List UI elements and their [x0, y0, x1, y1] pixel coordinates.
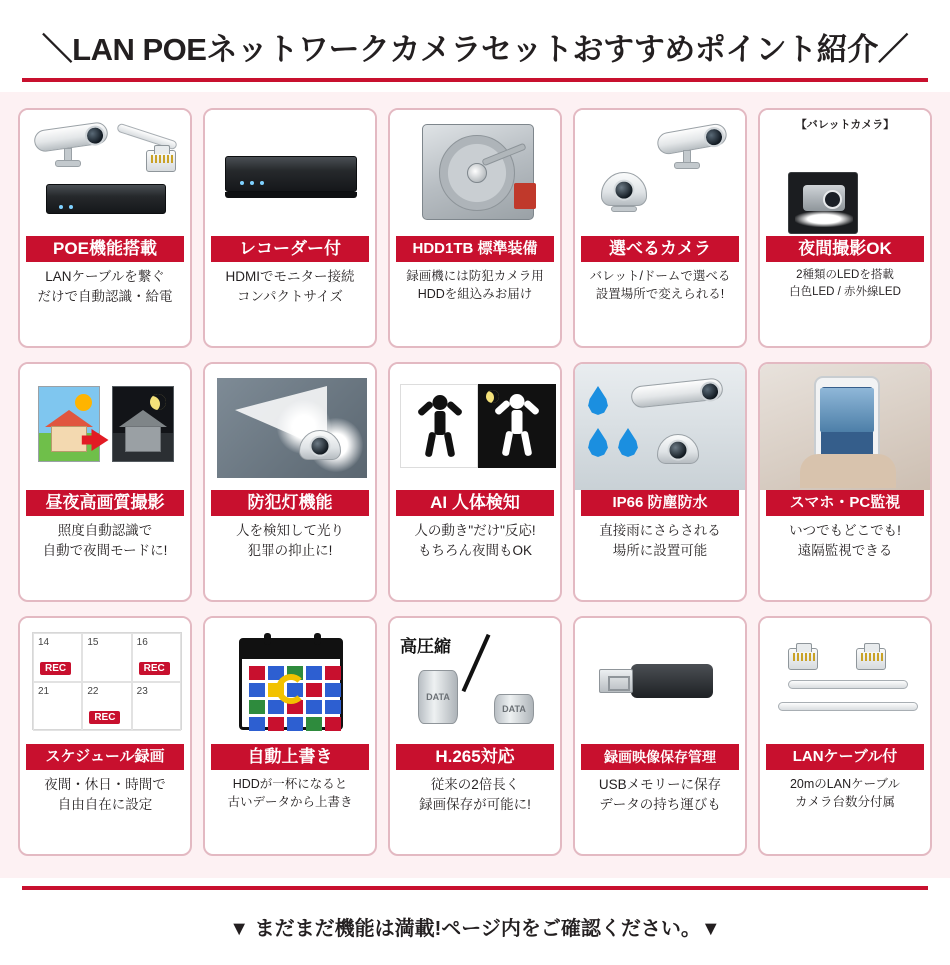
- feature-row-3: [18, 616, 932, 856]
- card-title: AI 人体検知: [396, 490, 554, 516]
- feature-card-night[interactable]: [758, 108, 932, 348]
- card-desc-line: 録画機には防犯カメラ用: [406, 269, 544, 283]
- card-desc: [419, 775, 531, 814]
- feature-row-1: [18, 108, 932, 348]
- card-desc-line: 白色LED / 赤外線LED: [789, 285, 901, 298]
- page-header: [0, 0, 950, 92]
- card-desc: [599, 521, 721, 560]
- footer-divider: [22, 886, 928, 890]
- card-desc-line: いつでもどこでも!: [789, 523, 901, 538]
- card-desc: [599, 775, 721, 814]
- human-detection-pictogram-icon: [390, 364, 560, 490]
- feature-card-overwrite[interactable]: [203, 616, 377, 856]
- page-footer: [0, 878, 950, 965]
- card-title: 自動上書き: [211, 744, 369, 770]
- footer-note: ▼ まだまだ機能は満載!ページ内をご確認ください。▼: [229, 918, 721, 940]
- card-desc-line: 照度自動認識で: [57, 523, 153, 538]
- card-desc: [236, 521, 344, 560]
- rec-badge: REC: [139, 662, 170, 675]
- card-desc-line: もちろん夜間もOK: [417, 542, 532, 558]
- feature-card-poe[interactable]: [18, 108, 192, 348]
- schedule-day: 21: [38, 686, 50, 697]
- card-desc-line: 2種類のLEDを搭載: [796, 269, 894, 281]
- card-desc: [226, 267, 355, 306]
- card-desc: [590, 267, 731, 303]
- feature-card-lan[interactable]: [758, 616, 932, 856]
- card-desc-line: コンパクトサイズ: [237, 288, 343, 304]
- hard-disk-drive-icon: [390, 110, 560, 236]
- card-desc-line: 20mのLANケーブル: [789, 777, 900, 791]
- schedule-day: 22: [87, 686, 99, 697]
- rec-badge: REC: [40, 662, 71, 675]
- feature-card-recorder[interactable]: [203, 108, 377, 348]
- card-desc-line: カメラ台数分付属: [794, 795, 895, 810]
- card-title: H.265対応: [396, 744, 554, 770]
- card-desc-line: HDDを組込みお届け: [417, 287, 533, 302]
- schedule-day: 16: [136, 637, 148, 648]
- card-desc-line: 従来の2倍長く: [430, 777, 520, 792]
- schedule-calendar-rec-icon: [20, 618, 190, 744]
- card-title: 防犯灯機能: [211, 490, 369, 516]
- page-title: ＼LAN POEネットワークカメラセットおすすめポイント紹介／: [41, 31, 909, 67]
- feature-card-hdd[interactable]: [388, 108, 562, 348]
- smartphone-in-hand-icon: [760, 364, 930, 490]
- card-desc: [414, 521, 535, 560]
- card-desc: [43, 521, 168, 560]
- feature-card-remote[interactable]: [758, 362, 932, 602]
- card-title: スケジュール録画: [26, 744, 184, 770]
- card-desc-line: 設置場所で変えられる!: [595, 287, 725, 302]
- card-title: HDD1TB 標準装備: [396, 236, 554, 262]
- feature-card-ai[interactable]: [388, 362, 562, 602]
- compression-badge: 高圧縮: [400, 637, 451, 656]
- feature-card-h265[interactable]: [388, 616, 562, 856]
- header-divider: [22, 78, 928, 82]
- schedule-day: 15: [87, 637, 99, 648]
- card-desc-line: HDDが一杯になると: [232, 777, 348, 791]
- card-desc-line: 自由自在に設定: [57, 796, 153, 812]
- card-desc-line: USBメモリーに保存: [598, 777, 722, 792]
- card-title: POE機能搭載: [26, 236, 184, 262]
- card-title: 夜間撮影OK: [766, 236, 924, 262]
- card-desc-line: バレット/ドームで選べる: [589, 269, 731, 283]
- card-desc-line: 場所に設置可能: [612, 542, 708, 558]
- feature-grid: [0, 92, 950, 878]
- flood-light-camera-icon: [205, 364, 375, 490]
- card-desc: [789, 521, 901, 560]
- card-desc-line: 遠隔監視できる: [797, 542, 893, 558]
- card-desc-line: 犯罪の抑止に!: [247, 542, 333, 558]
- feature-card-floodlight[interactable]: [203, 362, 377, 602]
- card-desc-line: 夜間・休日・時間で: [44, 777, 166, 792]
- card-title: レコーダー付: [211, 236, 369, 262]
- feature-card-daynight[interactable]: [18, 362, 192, 602]
- card-desc: [44, 775, 166, 814]
- card-desc-line: 直接雨にさらされる: [599, 523, 721, 538]
- bracket-label: 【バレットカメラ】: [795, 119, 895, 131]
- card-desc-line: HDMIでモニター接続: [225, 269, 355, 284]
- feature-row-2: [18, 362, 932, 602]
- card-title: IP66 防塵防水: [581, 490, 739, 516]
- lan-cable-connectors-icon: [760, 618, 930, 744]
- card-desc: [790, 775, 900, 811]
- feature-card-usb[interactable]: [573, 616, 747, 856]
- card-desc-line: 録画保存が可能に!: [419, 796, 531, 812]
- night-led-cameras-icon: [760, 110, 930, 236]
- card-desc: [227, 775, 352, 811]
- card-desc-line: だけで自動認識・給電: [37, 288, 173, 304]
- card-title: 選べるカメラ: [581, 236, 739, 262]
- schedule-day: 23: [136, 686, 148, 697]
- schedule-day: 14: [38, 637, 50, 648]
- feature-card-camera-choice[interactable]: [573, 108, 747, 348]
- card-title: 録画映像保存管理: [581, 744, 739, 770]
- feature-card-schedule[interactable]: [18, 616, 192, 856]
- compression-cylinders-icon: 高圧縮 DATA DATA: [390, 618, 560, 744]
- card-title: 昼夜高画質撮影: [26, 490, 184, 516]
- waterproof-rain-drops-icon: [575, 364, 745, 490]
- card-desc-line: LANケーブルを繋ぐ: [45, 269, 165, 284]
- card-desc-line: 古いデータから上書き: [227, 795, 353, 810]
- day-night-house-scene-icon: [20, 364, 190, 490]
- card-desc-line: 人を検知して光り: [236, 523, 344, 538]
- card-title: LANケーブル付: [766, 744, 924, 770]
- card-desc-line: データの持ち運びも: [599, 796, 721, 812]
- card-desc-line: 自動で夜間モードに!: [42, 542, 168, 558]
- card-desc: [406, 267, 544, 303]
- card-desc: [789, 267, 901, 300]
- poe-camera-recorder-lan-icon: [20, 110, 190, 236]
- calendar-loop-overwrite-icon: [205, 618, 375, 744]
- bullet-and-dome-camera-icon: [575, 110, 745, 236]
- usb-memory-stick-icon: [575, 618, 745, 744]
- card-desc: [38, 267, 173, 306]
- rec-badge: REC: [89, 711, 120, 724]
- recorder-unit-icon: [205, 110, 375, 236]
- card-title: スマホ・PC監視: [766, 490, 924, 516]
- card-desc-line: 人の動き"だけ"反応!: [414, 523, 536, 538]
- feature-card-ip66[interactable]: [573, 362, 747, 602]
